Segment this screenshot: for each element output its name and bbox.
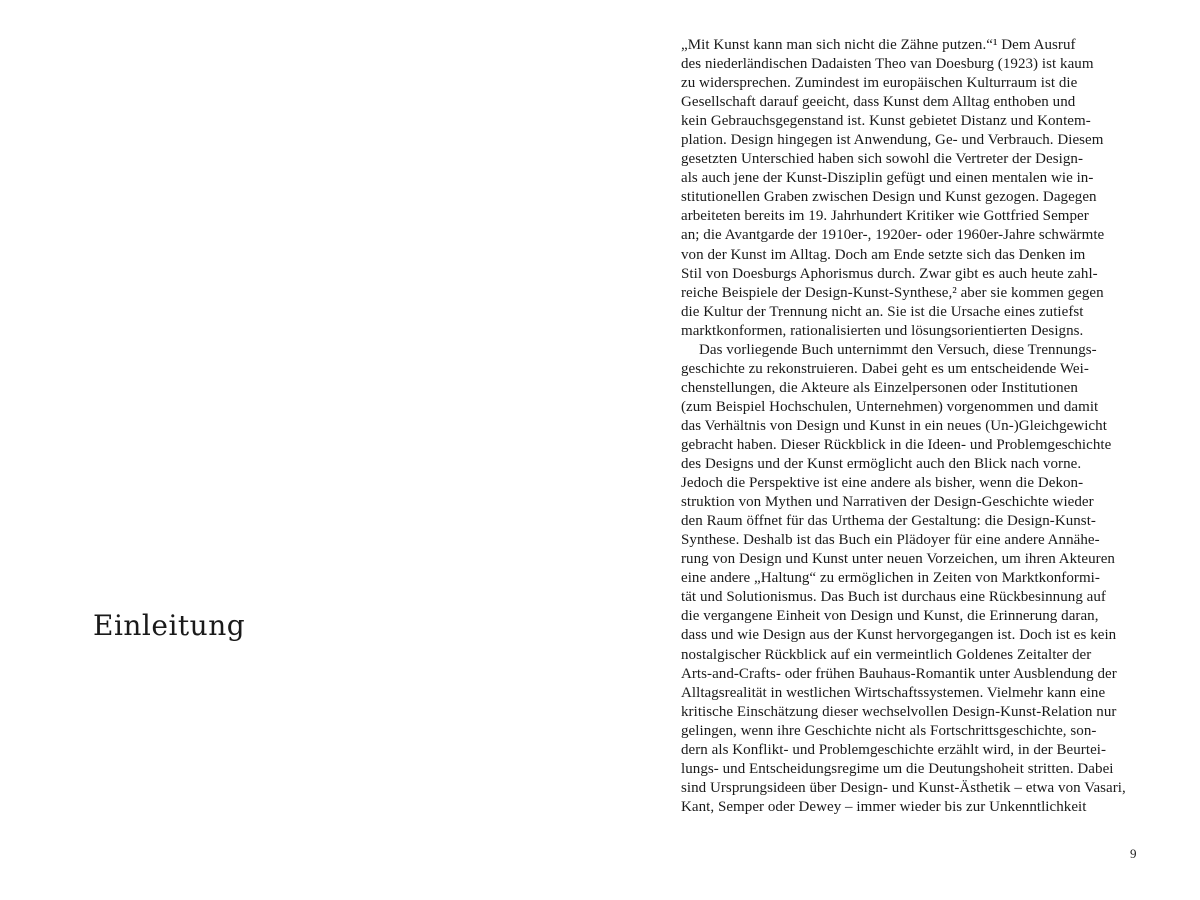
text-line: von der Kunst im Alltag. Doch am Ende setzte sich das Denken im: [681, 246, 1086, 263]
text-line: stitutionellen Graben zwischen Design und Kunst gezogen. Dagegen: [681, 189, 1097, 206]
text-line: marktkonformen, rationalisierten und lösungsorientierten Designs.: [681, 322, 1084, 339]
paragraph: [681, 36, 1181, 341]
text-line: als auch jene der Kunst-Disziplin gefügt und einen mentalen wie in-: [681, 170, 1094, 187]
text-line: struktion von Mythen und Narrativen der Design-Geschichte wieder: [681, 494, 1094, 511]
text-line: „Mit Kunst kann man sich nicht die Zähne putzen.“¹ Dem Ausruf: [681, 37, 1076, 53]
text-line: die vergangene Einheit von Design und Kunst, die Erinnerung daran,: [681, 608, 1099, 625]
text-line: Das vorliegende Buch unternimmt den Versuch, diese Trennungs-: [699, 341, 1097, 358]
text-line: Alltagsrealität in westlichen Wirtschaftssystemen. Vielmehr kann eine: [681, 684, 1106, 701]
text-line: zu widersprechen. Zumindest im europäischen Kulturraum ist die: [681, 75, 1078, 92]
text-line: Jedoch die Perspektive ist eine andere als bisher, wenn die Dekon-: [681, 475, 1084, 492]
text-line: plation. Design hingegen ist Anwendung, Ge- und Verbrauch. Diesem: [681, 132, 1104, 149]
text-line: gesetzten Unterschied haben sich sowohl die Vertreter der Design-: [681, 151, 1084, 168]
text-line: arbeiteten bereits im 19. Jahrhundert Kritiker wie Gottfried Semper: [681, 208, 1089, 225]
text-line: (zum Beispiel Hochschulen, Unternehmen) vorgenommen und damit: [681, 398, 1099, 415]
text-line: dern als Konflikt- und Problemgeschichte erzählt wird, in der Beurtei-: [681, 741, 1107, 758]
text-line: des Designs und der Kunst ermöglicht auch den Blick nach vorne.: [681, 456, 1082, 473]
text-line: an; die Avantgarde der 1910er-, 1920er- oder 1960er-Jahre schwärmte: [681, 227, 1105, 244]
text-line: Synthese. Deshalb ist das Buch ein Plädoyer für eine andere Annähe-: [681, 532, 1100, 549]
text-line: rung von Design und Kunst unter neuen Vorzeichen, um ihren Akteuren: [681, 551, 1115, 568]
text-line: gebracht haben. Dieser Rückblick in die Ideen- und Problemgeschichte: [681, 436, 1112, 453]
text-line: den Raum öffnet für das Urthema der Gestaltung: die Design-Kunst-: [681, 513, 1096, 530]
text-line: kritische Einschätzung dieser wechselvollen Design-Kunst-Relation nur: [681, 703, 1117, 720]
chapter-title: Einleitung: [93, 609, 246, 642]
text-line: sind Ursprungsideen über Design- und Kunst-Ästhetik – etwa von Vasari,: [681, 779, 1126, 796]
text-line: dass und wie Design aus der Kunst hervorgegangen ist. Doch ist es kein: [681, 627, 1117, 644]
text-line: eine andere „Haltung“ zu ermöglichen in Zeiten von Marktkonformi-: [681, 570, 1100, 587]
body-text: [681, 36, 1181, 817]
right-page: [600, 0, 1200, 900]
text-line: chenstellungen, die Akteure als Einzelpersonen oder Institutionen: [681, 379, 1078, 396]
text-line: nostalgischer Rückblick auf ein vermeintlich Goldenes Zeitalter der: [681, 646, 1092, 663]
page-number: 9: [1130, 846, 1137, 861]
text-line: Gesellschaft darauf geeicht, dass Kunst dem Alltag enthoben und: [681, 94, 1076, 111]
text-line: tät und Solutionismus. Das Buch ist durchaus eine Rückbesinnung auf: [681, 589, 1106, 606]
text-line: geschichte zu rekonstruieren. Dabei geht es um entscheidende Wei-: [681, 360, 1089, 377]
text-line: gelingen, wenn ihre Geschichte nicht als Fortschrittsgeschichte, son-: [681, 722, 1097, 739]
text-line: die Kultur der Trennung nicht an. Sie ist die Ursache eines zutiefst: [681, 303, 1084, 320]
text-line: kein Gebrauchsgegenstand ist. Kunst gebietet Distanz und Kontem-: [681, 113, 1091, 130]
text-line: Kant, Semper oder Dewey – immer wieder bis zur Unkenntlichkeit: [681, 798, 1087, 815]
text-line: das Verhältnis von Design und Kunst in ein neues (Un-)Gleichgewicht: [681, 417, 1107, 434]
text-line: reiche Beispiele der Design-Kunst-Synthese,² aber sie kommen gegen: [681, 284, 1104, 301]
text-line: Stil von Doesburgs Aphorismus durch. Zwar gibt es auch heute zahl-: [681, 265, 1098, 282]
text-line: lungs- und Entscheidungsregime um die Deutungshoheit stritten. Dabei: [681, 760, 1114, 777]
text-line: des niederländischen Dadaisten Theo van Doesburg (1923) ist kaum: [681, 56, 1094, 73]
text-line: Arts-and-Crafts- oder frühen Bauhaus-Romantik unter Ausblendung der: [681, 665, 1117, 682]
paragraph: [681, 341, 1181, 817]
